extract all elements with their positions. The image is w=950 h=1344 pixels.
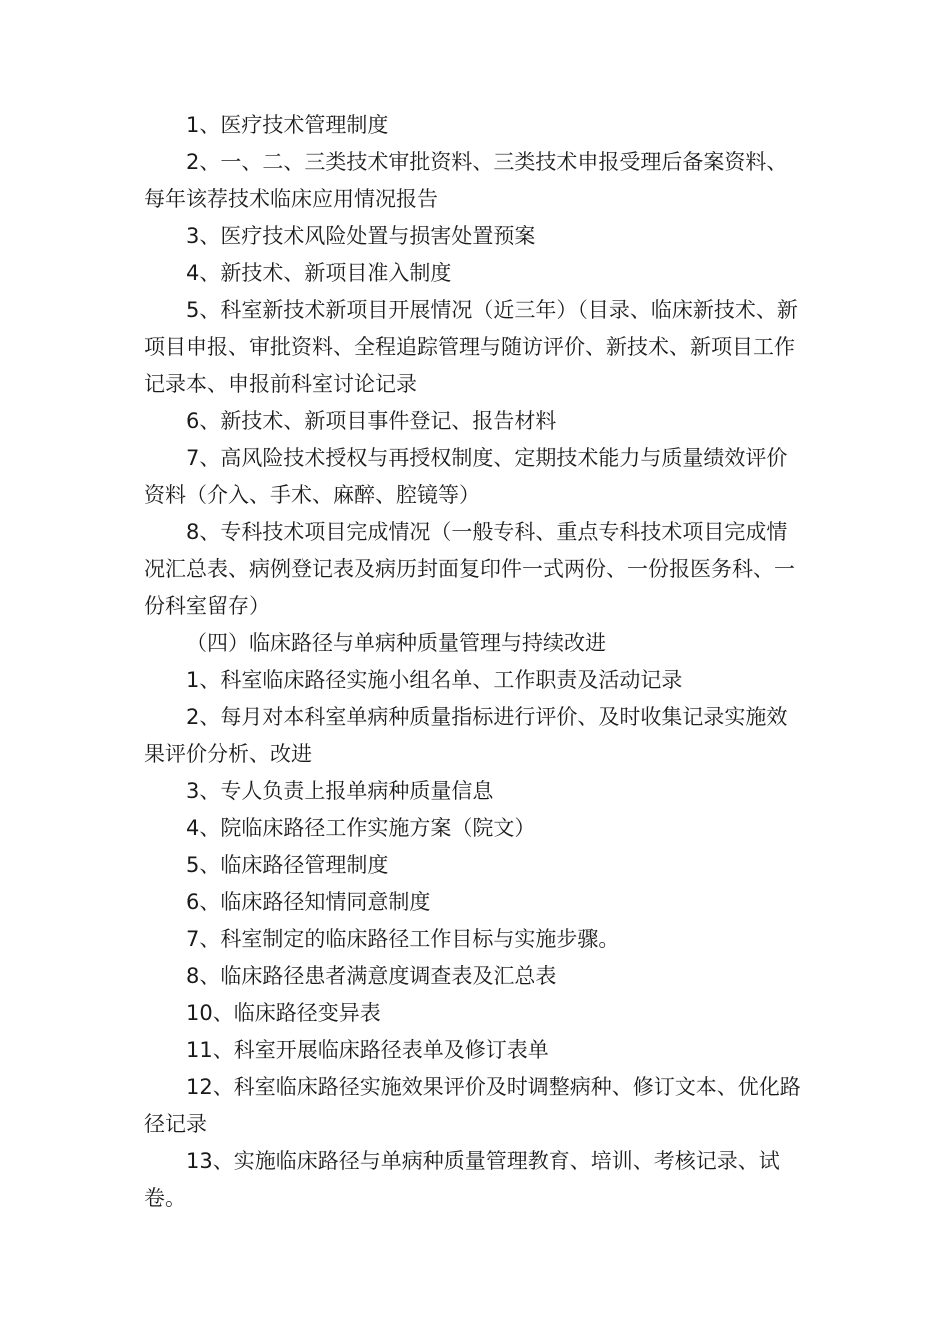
section-heading: （四）临床路径与单病种质量管理与持续改进 xyxy=(186,631,606,655)
paragraph-item: 2、每月对本科室单病种质量指标进行评价、及时收集记录实施效果评价分析、改进 xyxy=(144,705,788,766)
paragraph-item: 6、临床路径知情同意制度 xyxy=(186,890,431,914)
paragraph-item: 1、科室临床路径实施小组名单、工作职责及活动记录 xyxy=(186,668,683,692)
paragraph-item: 4、院临床路径工作实施方案（院文） xyxy=(186,816,536,840)
paragraph-item: 6、新技术、新项目事件登记、报告材料 xyxy=(186,409,557,433)
paragraph-item: 10、临床路径变异表 xyxy=(186,1001,381,1025)
paragraph-item: 3、专人负责上报单病种质量信息 xyxy=(186,779,494,803)
paragraph-item: 2、一、二、三类技术审批资料、三类技术申报受理后备案资料、每年该荐技术临床应用情况报告 xyxy=(144,150,788,211)
paragraph-item: 3、医疗技术风险处置与损害处置预案 xyxy=(186,224,536,248)
paragraph-item: 7、科室制定的临床路径工作目标与实施步骤。 xyxy=(186,927,620,951)
paragraph-item: 7、高风险技术授权与再授权制度、定期技术能力与质量绩效评价资料（介入、手术、麻醉、腔镜等） xyxy=(144,446,788,507)
paragraph-item: 12、科室临床路径实施效果评价及时调整病种、修订文本、优化路径记录 xyxy=(144,1075,801,1136)
paragraph-item: 8、专科技术项目完成情况（一般专科、重点专科技术项目完成情况汇总表、病例登记表及病历封面复印件一式两份、一份报医务科、一份科室留存） xyxy=(144,520,795,618)
paragraph-item: 13、实施临床路径与单病种质量管理教育、培训、考核记录、试卷。 xyxy=(144,1149,780,1210)
paragraph-item: 11、科室开展临床路径表单及修订表单 xyxy=(186,1038,549,1062)
paragraph-item: 1、医疗技术管理制度 xyxy=(186,113,389,137)
paragraph-item: 5、科室新技术新项目开展情况（近三年）（目录、临床新技术、新项目申报、审批资料、全程追踪管理与随访评价、新技术、新项目工作记录本、申报前科室讨论记录 xyxy=(144,298,798,396)
paragraph-item: 5、临床路径管理制度 xyxy=(186,853,389,877)
paragraph-item: 8、临床路径患者满意度调查表及汇总表 xyxy=(186,964,557,988)
document-body xyxy=(144,107,808,1217)
paragraph-item: 4、新技术、新项目准入制度 xyxy=(186,261,452,285)
